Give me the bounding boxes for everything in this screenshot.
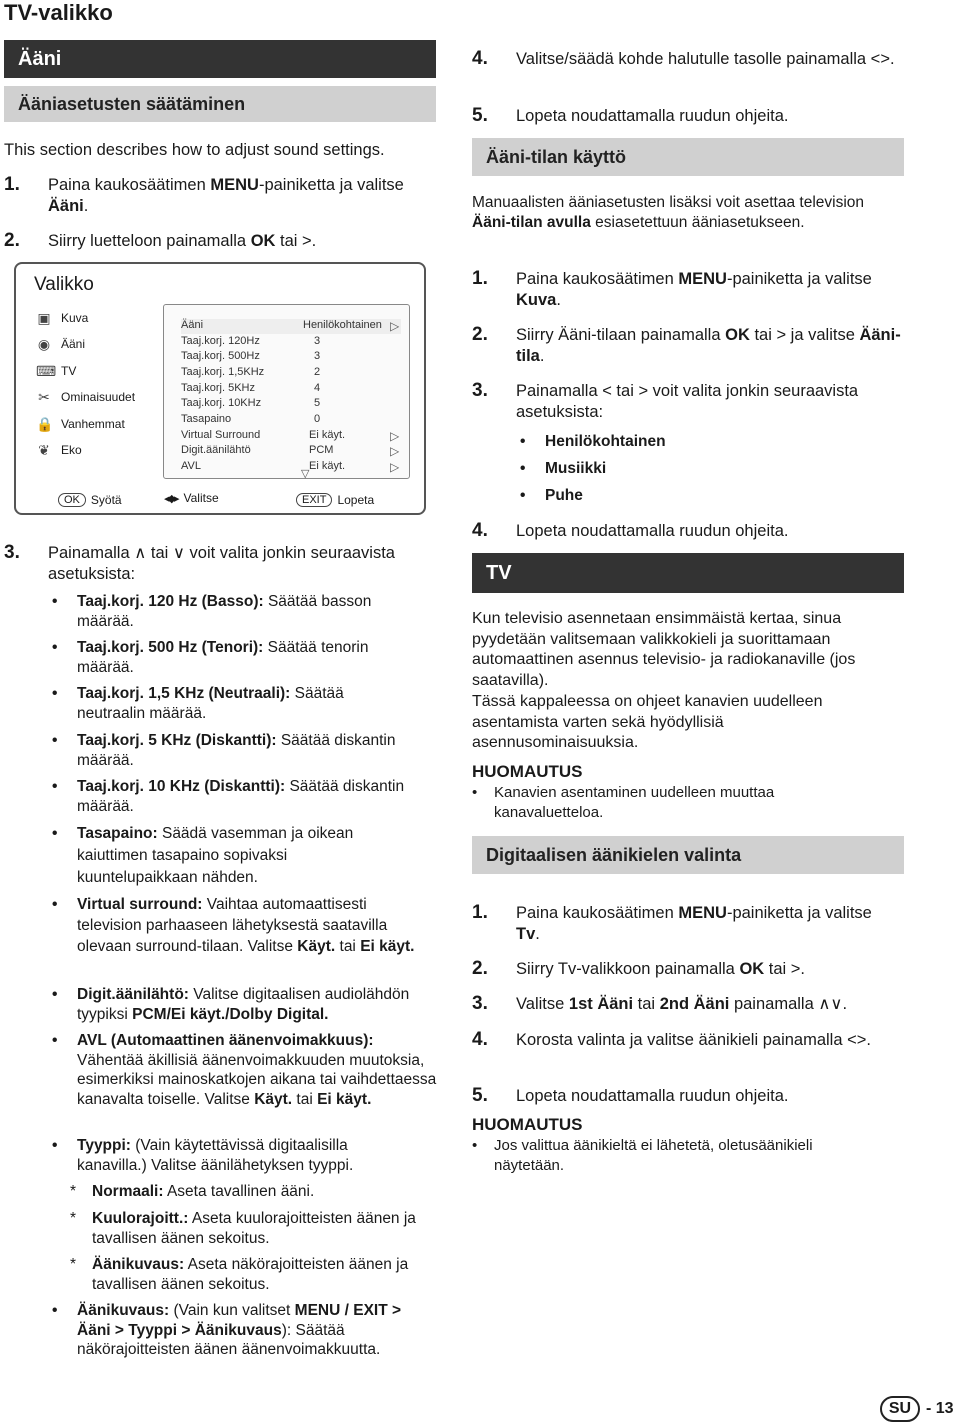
bullet-text: tai [292, 1090, 318, 1108]
setting-row[interactable] [181, 366, 401, 381]
mode-option-label: Musiikki [545, 460, 607, 477]
bullet-term: Taaj.korj. 5 KHz (Diskantti): [77, 732, 277, 749]
lang-title: Digitaalisen äänikielen valinta [486, 844, 742, 865]
tv-title: TV [486, 561, 512, 584]
note2-text: Jos valittua äänikieltä ei lähetetä, oletusäänikieli näytetään. [494, 1137, 813, 1174]
bullet-text: Säädä vasemman ja oikean kaiuttimen tasapaino sopivaksi kuuntelupaikkaan nähden. [77, 825, 354, 886]
mode-option-label: Henilökohtainen [545, 433, 666, 450]
bullet-icon: • [52, 685, 58, 702]
step-number: 4. [472, 520, 488, 541]
step-4 [472, 49, 912, 70]
lang-title-bar [472, 836, 904, 874]
menu-item-tv[interactable] [36, 363, 76, 379]
bullet-text: Vaihtaa automaattisesti television parhaaseen lähetyksestä saatavilla olevaan surround-tilaan. Valitse [77, 896, 388, 955]
step-key: 1st Ääni [568, 995, 634, 1013]
bullet-icon: • [472, 784, 478, 801]
speaker-icon: ◉ [37, 336, 51, 352]
step-text: tai [633, 995, 660, 1013]
nav-arrows-icon: ◂◆▸ [164, 492, 178, 505]
step-text: Paina kaukosäätimen [516, 904, 679, 922]
bullet-item [48, 1031, 438, 1109]
right-arrow-icon[interactable]: ▷ [390, 444, 400, 458]
menu-item-label: Ääni [61, 337, 86, 351]
step-number: 3. [472, 380, 488, 401]
right-arrow-icon[interactable]: ▷ [390, 319, 400, 333]
mode-option-label: Puhe [545, 487, 583, 504]
note2-title: HUOMAUTUS [472, 1115, 583, 1134]
mode-option [516, 459, 816, 479]
bullet-term: Taaj.korj. 120 Hz (Basso): [77, 593, 264, 610]
bullet-text: (Vain käytettävissä digitaalisilla kanavilla.) Valitse äänilähetyksen tyyppi. [77, 1137, 354, 1174]
step-1 [4, 175, 404, 217]
step-text: Lopeta noudattamalla ruudun ohjeita. [516, 1087, 789, 1105]
step-number: 1. [4, 174, 20, 195]
bullet-item [48, 985, 438, 1024]
section-title: Ääni [18, 47, 62, 70]
mode-intro-text: Manuaalisten ääniasetusten lisäksi voit asettaa television [472, 194, 865, 211]
step-text: Painamalla < tai > voit valita jonkin seuraavista asetuksista: [516, 382, 859, 421]
step-text: Paina kaukosäätimen [516, 270, 679, 288]
step-5 [472, 106, 912, 127]
page-number: - 13 [926, 1400, 954, 1417]
bullet-icon: • [52, 732, 58, 749]
bullet-text: ): Säätää näkörajoitteisten äänen äänenvoimakkuutta. [77, 1321, 381, 1358]
step-number: 5. [472, 105, 488, 126]
bullet-term: Digit.äänilähtö: [77, 986, 189, 1003]
bullet-term: Käyt. [254, 1090, 293, 1108]
bullet-item [48, 592, 408, 631]
setting-label: Tasapaino [181, 413, 232, 425]
bullet-term: Normaali: [92, 1183, 164, 1200]
step-text: Lopeta noudattamalla ruudun ohjeita. [516, 107, 789, 125]
tools-icon: ✂ [38, 389, 50, 405]
menu-item-ominaisuudet[interactable] [36, 389, 135, 405]
bullet-item [48, 1136, 408, 1175]
note-text: Kanavien asentaminen uudelleen muuttaa kanavaluetteloa. [494, 784, 775, 821]
bullet-text: Säätää diskantin määrää. [77, 778, 405, 815]
tv-title-bar [472, 553, 904, 593]
bullet-text: Säätää tenorin määrää. [77, 639, 369, 676]
bullet-term: Tasapaino: [77, 825, 158, 842]
ok-label: Syötä [90, 493, 122, 507]
ok-key: OK [58, 493, 86, 507]
setting-row[interactable] [181, 397, 401, 412]
step-key: MENU [678, 270, 727, 288]
bullet-text: Vähentää äkillisiä äänenvoimakkuuden muutoksia, esimerkiksi mainoskatkojen aikana tai vaihdettaessa kanavalta toiselle. Valitse [77, 1051, 437, 1108]
setting-row[interactable] [181, 350, 401, 365]
mode-step-2 [472, 325, 912, 367]
setting-value: 3 [314, 350, 321, 362]
bullet-icon: • [520, 487, 526, 504]
step-text: -painiketta ja valitse [258, 176, 404, 194]
setting-label: AVL [181, 460, 201, 472]
mode-step-4 [472, 521, 912, 542]
bullet-term: Käyt. [297, 938, 336, 955]
step-3 [4, 543, 436, 585]
bullet-text: Aseta näkörajoitteisten äänen ja tavallisen äänen sekoitus. [92, 1256, 409, 1293]
bullet-text: Aseta kuulorajoitteisten äänen ja tavallisen äänen sekoitus. [92, 1210, 416, 1247]
tv-icon: ⌨ [36, 363, 57, 379]
section-title-bar [4, 40, 436, 78]
tv-intro: Kun televisio asennetaan ensimmäistä kertaa, sinua pyydetään valitsemaan valikkokieli ja suorittamaan automaattinen asennus televisio- ja radiokanaville (jos saatavilla). [472, 610, 856, 690]
bullet-term: Tyyppi: [77, 1137, 131, 1154]
step-text: tai > ja valitse [749, 326, 860, 344]
bullet-icon: • [520, 433, 526, 450]
mode-step-1 [472, 269, 892, 311]
step-key: MENU [678, 904, 727, 922]
bullet-item [48, 777, 438, 816]
setting-value: 5 [314, 397, 321, 409]
asterisk-icon: * [70, 1210, 77, 1227]
bullet-icon: • [52, 896, 58, 913]
setting-value: 2 [314, 366, 321, 378]
setting-label: Taaj.korj. 1,5KHz [181, 366, 265, 378]
step-key: Kuva [516, 291, 557, 309]
right-arrow-icon[interactable]: ▷ [390, 460, 400, 474]
menu-item-label: Ominaisuudet [61, 390, 136, 404]
bullet-icon: • [52, 986, 58, 1003]
setting-row[interactable] [181, 335, 401, 350]
step-text: painamalla ∧∨. [729, 995, 848, 1013]
menu-item-label: Vanhemmat [61, 417, 125, 431]
bullet-text: Valitse digitaalisen audiolähdön tyypiksi [77, 986, 410, 1023]
step-number: 3. [472, 993, 488, 1014]
nav-label: Valitse [183, 491, 219, 505]
page-footer [880, 1396, 954, 1422]
bullet-term: Taaj.korj. 10 KHz (Diskantti): [77, 778, 286, 795]
step-number: 4. [472, 1029, 488, 1050]
step-text: . [539, 347, 545, 365]
setting-label: Virtual Surround [181, 429, 261, 441]
step-number: 3. [4, 542, 20, 563]
bullet-item [48, 823, 378, 889]
bullet-term: Kuulorajoitt.: [92, 1210, 189, 1227]
step-key: OK [739, 960, 765, 978]
step-text: Siirry Tv-valikkoon painamalla [516, 960, 740, 978]
note-title: HUOMAUTUS [472, 762, 583, 781]
setting-row[interactable] [181, 444, 401, 459]
sub-bullet-item [68, 1255, 438, 1294]
note-item [472, 783, 852, 822]
sub-bullet-item [68, 1182, 438, 1202]
note2-item [472, 1136, 872, 1175]
picture-icon: ▣ [37, 310, 51, 326]
menu-item-kuva[interactable] [36, 310, 88, 326]
intro-text: This section describes how to adjust sound settings. [4, 141, 385, 159]
mode-title-bar [472, 138, 904, 176]
step-number: 5. [472, 1085, 488, 1106]
bullet-icon: • [52, 639, 58, 656]
step-text: Paina kaukosäätimen [48, 176, 211, 194]
bullet-text: (Vain kun valitset [169, 1302, 295, 1319]
nav-hint [164, 491, 219, 505]
bullet-icon: • [52, 778, 58, 795]
step-text: . [556, 291, 561, 309]
bullet-text: Säätää basson määrää. [77, 593, 372, 630]
step-text: Korosta valinta ja valitse äänikieli painamalla <>. [516, 1031, 871, 1049]
bullet-icon: • [52, 1302, 58, 1319]
menu-screenshot [14, 262, 426, 515]
setting-label: Taaj.korj. 5KHz [181, 382, 255, 394]
setting-row[interactable] [181, 382, 401, 397]
asterisk-icon: * [70, 1183, 77, 1200]
bullet-term: AVL (Automaattinen äänenvoimakkuus): [77, 1032, 374, 1049]
mode-intro [472, 193, 872, 233]
step-number: 2. [4, 230, 20, 251]
bullet-item [48, 894, 428, 957]
bullet-icon: • [52, 593, 58, 610]
bullet-term: Virtual surround: [77, 896, 203, 913]
asterisk-icon: * [70, 1256, 77, 1273]
setting-value: 4 [314, 382, 321, 394]
scroll-down-icon[interactable]: ▽ [301, 468, 310, 480]
bullet-icon: • [520, 460, 526, 477]
setting-value: 3 [314, 335, 321, 347]
step-text: . [535, 925, 540, 943]
menu-item-eko[interactable] [36, 442, 82, 458]
step-text: tai >. [275, 232, 317, 250]
step-key: OK [725, 326, 750, 344]
setting-value: PCM [309, 444, 334, 456]
language-logo: SU [880, 1396, 920, 1422]
bullet-item [48, 638, 408, 677]
setting-row[interactable] [181, 460, 401, 475]
right-arrow-icon[interactable]: ▷ [390, 429, 400, 443]
lang-step-1 [472, 903, 892, 945]
exit-label: Lopeta [337, 493, 375, 507]
step-text: -painiketta ja valitse [726, 270, 872, 288]
setting-row[interactable] [181, 429, 401, 444]
step-text: Valitse [516, 995, 569, 1013]
mode-option [516, 486, 816, 506]
bullet-term: Äänikuvaus: [92, 1256, 185, 1273]
setting-label: Taaj.korj. 10KHz [181, 397, 262, 409]
bullet-item [48, 1301, 428, 1360]
leaf-icon: ❦ [38, 442, 50, 458]
mode-step-3 [472, 381, 912, 423]
step-text: Siirry Ääni-tilaan painamalla [516, 326, 726, 344]
step-text: Painamalla ∧ tai ∨ voit valita jonkin seuraavista asetuksista: [48, 544, 395, 583]
setting-value: 0 [314, 413, 321, 425]
mode-intro-bold: Ääni-tilan avulla [472, 214, 591, 231]
step-key: Tv [516, 925, 536, 943]
bullet-icon: • [52, 825, 58, 842]
settings-panel [163, 304, 410, 479]
step-number: 2. [472, 958, 488, 979]
setting-label: Taaj.korj. 500Hz [181, 350, 260, 362]
page-title: TV-valikko [4, 0, 113, 25]
tv-intro-2: Tässä kappaleessa on ohjeet kanavien uudelleen asentamista varten sekä hyödyllisiä asennusominaisuuksia. [472, 693, 823, 752]
bullet-icon: • [472, 1137, 478, 1154]
bullet-term: Ei käyt. [360, 938, 415, 955]
mode-intro-text: esiasetettuun ääniasetukseen. [590, 214, 805, 231]
lang-step-5 [472, 1086, 912, 1107]
menu-title: Valikko [34, 274, 94, 295]
step-key: Ääni-tila [516, 326, 901, 365]
setting-row[interactable] [181, 413, 401, 428]
step-key: Ääni [48, 197, 84, 215]
bullet-term: Äänikuvaus: [77, 1302, 170, 1319]
subsection-title-bar [4, 86, 436, 122]
bullet-text: tai [335, 938, 361, 955]
step-text: -painiketta ja valitse [726, 904, 872, 922]
setting-value: Ei käyt. [309, 460, 346, 472]
menu-item-vanhemmat[interactable] [36, 416, 125, 432]
lang-step-2 [472, 959, 912, 980]
setting-value: Henilökohtainen [303, 319, 382, 331]
step-key: OK [250, 232, 276, 250]
lang-step-4 [472, 1030, 902, 1051]
exit-key: EXIT [296, 493, 332, 507]
lang-step-3 [472, 994, 912, 1015]
subsection-title: Ääniasetusten säätäminen [18, 93, 246, 114]
mode-title: Ääni-tilan käyttö [486, 146, 627, 167]
lock-icon: 🔒 [36, 416, 54, 432]
step-text: Siirry luetteloon painamalla [48, 232, 251, 250]
bullet-text: Säätää neutraalin määrää. [77, 685, 344, 722]
menu-item-label: Eko [61, 443, 82, 457]
step-2 [4, 231, 424, 252]
setting-label: Digit.äänilähtö [181, 444, 251, 456]
step-text: Lopeta noudattamalla ruudun ohjeita. [516, 522, 789, 540]
step-key: 2nd Ääni [659, 995, 730, 1013]
menu-item-label: TV [61, 364, 77, 378]
bullet-term: MENU / EXIT > Ääni > Tyyppi > Äänikuvaus [77, 1302, 402, 1339]
step-number: 2. [472, 324, 488, 345]
step-number: 4. [472, 48, 488, 69]
bullet-text: Säätää diskantin määrää. [77, 732, 396, 769]
bullet-term: PCM/Ei käyt./Dolby Digital. [132, 1005, 329, 1023]
setting-row[interactable] [181, 319, 401, 334]
step-number: 1. [472, 902, 488, 923]
bullet-icon: • [52, 1137, 58, 1154]
step-text: . [83, 197, 89, 215]
step-text: Valitse/säädä kohde halutulle tasolle painamalla <>. [516, 50, 895, 68]
bullet-term: Taaj.korj. 1,5 KHz (Neutraali): [77, 685, 291, 702]
sub-bullet-item [68, 1209, 438, 1248]
exit-hint [296, 493, 374, 507]
step-text: tai >. [764, 960, 806, 978]
ok-hint [58, 493, 122, 507]
menu-item-aani[interactable] [36, 336, 85, 352]
setting-label: Ääni [181, 319, 204, 331]
step-key: MENU [210, 176, 259, 194]
bullet-item [48, 731, 428, 770]
setting-value: Ei käyt. [309, 429, 346, 441]
step-number: 1. [472, 268, 488, 289]
bullet-text: Aseta tavallinen ääni. [163, 1183, 315, 1200]
bullet-icon: • [52, 1032, 58, 1049]
bullet-item [48, 684, 408, 723]
bullet-term: Ei käyt. [317, 1090, 372, 1108]
setting-label: Taaj.korj. 120Hz [181, 335, 260, 347]
mode-option [516, 432, 816, 452]
bullet-term: Taaj.korj. 500 Hz (Tenori): [77, 639, 264, 656]
menu-item-label: Kuva [61, 311, 89, 325]
